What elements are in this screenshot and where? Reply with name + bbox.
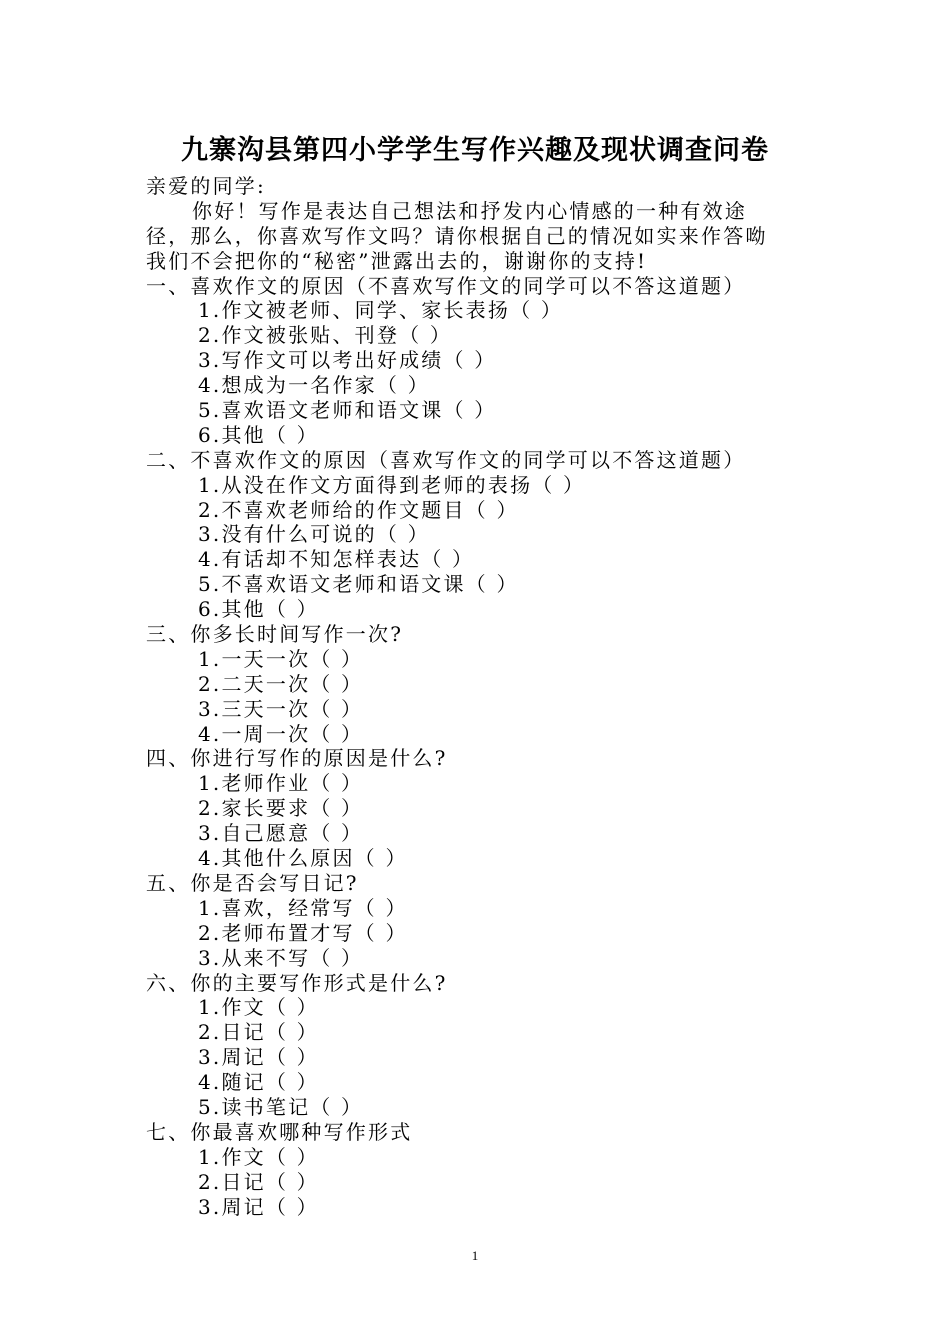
question-option: 1.作文（ ） <box>198 1144 319 1169</box>
greeting: 亲爱的同学: <box>146 174 266 198</box>
question-option: 6.其他（ ） <box>198 597 319 622</box>
document-body <box>146 174 826 1219</box>
question-title: 三、你多长时间写作一次? <box>146 622 404 647</box>
question-option: 2.不喜欢老师给的作文题目（ ） <box>198 497 519 522</box>
question-option: 1.作文被老师、同学、家长表扬（ ） <box>198 298 564 323</box>
document-title: 九寨沟县第四小学学生写作兴趣及现状调查问卷 <box>181 135 769 166</box>
question-option: 5.读书笔记（ ） <box>198 1094 364 1119</box>
question-title: 七、你最喜欢哪种写作形式 <box>146 1119 413 1144</box>
question-option: 4.随记（ ） <box>198 1070 319 1095</box>
question-option: 4.其他什么原因（ ） <box>198 846 408 871</box>
question-title: 六、你的主要写作形式是什么? <box>146 970 448 995</box>
question-option: 2.日记（ ） <box>198 1169 319 1194</box>
intro-line: 我们不会把你的“秘密”泄露出去的，谢谢你的支持! <box>146 248 648 273</box>
question-option: 3.周记（ ） <box>198 1045 319 1070</box>
question-option: 5.不喜欢语文老师和语文课（ ） <box>198 572 519 597</box>
question-option: 2.日记（ ） <box>198 1020 319 1045</box>
question-title: 二、不喜欢作文的原因（喜欢写作文的同学可以不答这道题） <box>146 447 746 472</box>
question-option: 3.从来不写（ ） <box>198 945 364 970</box>
question-option: 1.老师作业（ ） <box>198 771 364 796</box>
question-option: 1.作文（ ） <box>198 995 319 1020</box>
question-option: 1.一天一次（ ） <box>198 646 364 671</box>
question-list <box>146 274 826 1220</box>
question-option: 3.自己愿意（ ） <box>198 821 364 846</box>
question-option: 3.三天一次（ ） <box>198 696 364 721</box>
question-option: 4.想成为一名作家（ ） <box>198 373 430 398</box>
intro-line: 你好！写作是表达自己想法和抒发内心情感的一种有效途 <box>192 198 747 223</box>
question-option: 3.周记（ ） <box>198 1194 319 1219</box>
question-option: 4.一周一次（ ） <box>198 721 364 746</box>
question-title: 四、你进行写作的原因是什么? <box>146 746 448 771</box>
question-option: 2.老师布置才写（ ） <box>198 920 408 945</box>
question-option: 6.其他（ ） <box>198 422 319 447</box>
question-option: 4.有话却不知怎样表达（ ） <box>198 547 475 572</box>
intro-line: 径，那么，你喜欢写作文吗？请你根据自己的情况如实来作答呦 <box>146 223 768 248</box>
question-option: 2.二天一次（ ） <box>198 671 364 696</box>
question-title: 一、喜欢作文的原因（不喜欢写作文的同学可以不答这道题） <box>146 273 746 298</box>
question-option: 5.喜欢语文老师和语文课（ ） <box>198 398 497 423</box>
question-option: 3.没有什么可说的（ ） <box>198 522 430 547</box>
question-option: 2.家长要求（ ） <box>198 796 364 821</box>
question-option: 3.写作文可以考出好成绩（ ） <box>198 348 497 373</box>
question-option: 1.从没在作文方面得到老师的表扬（ ） <box>198 472 586 497</box>
question-title: 五、你是否会写日记? <box>146 870 359 895</box>
question-option: 2.作文被张贴、刊登（ ） <box>198 323 453 348</box>
page-number: 1 <box>471 1248 479 1263</box>
question-option: 1.喜欢，经常写（ ） <box>198 895 408 920</box>
